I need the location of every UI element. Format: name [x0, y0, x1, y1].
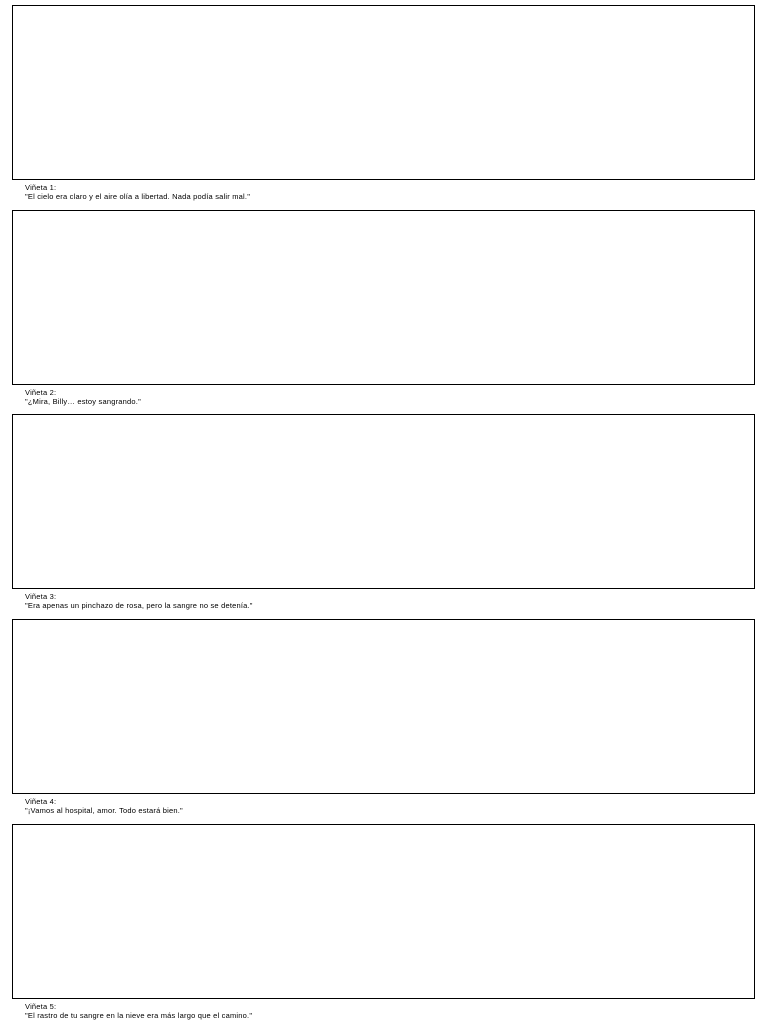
panel-label: Viñeta 5:	[25, 1002, 57, 1011]
panel-label: Viñeta 2:	[25, 388, 57, 397]
panel-text: "El cielo era claro y el aire olía a libertad. Nada podía salir mal."	[25, 191, 251, 201]
panel-text: "¡Vamos al hospital, amor. Todo estará bien."	[25, 805, 183, 815]
panel-label: Viñeta 1:	[25, 183, 57, 192]
panel-frame	[12, 210, 755, 385]
panel-frame	[12, 414, 755, 589]
panel-text: "El rastro de tu sangre en la nieve era más largo que el camino."	[25, 1010, 253, 1020]
panel-caption	[25, 593, 755, 610]
panel-2	[12, 210, 755, 406]
panel-5	[12, 824, 755, 1020]
panel-1	[12, 5, 755, 201]
panel-caption	[25, 184, 755, 201]
panel-caption	[25, 1003, 755, 1020]
panel-label: Viñeta 3:	[25, 592, 57, 601]
panel-caption	[25, 389, 755, 406]
panel-4	[12, 619, 755, 815]
panel-text: "¿Mira, Billy… estoy sangrando."	[25, 396, 141, 406]
panel-frame	[12, 619, 755, 794]
panel-caption	[25, 798, 755, 815]
panel-3	[12, 414, 755, 610]
panel-text: "Era apenas un pinchazo de rosa, pero la sangre no se detenía."	[25, 600, 253, 610]
panel-frame	[12, 824, 755, 999]
panel-frame	[12, 5, 755, 180]
panel-label: Viñeta 4:	[25, 797, 57, 806]
